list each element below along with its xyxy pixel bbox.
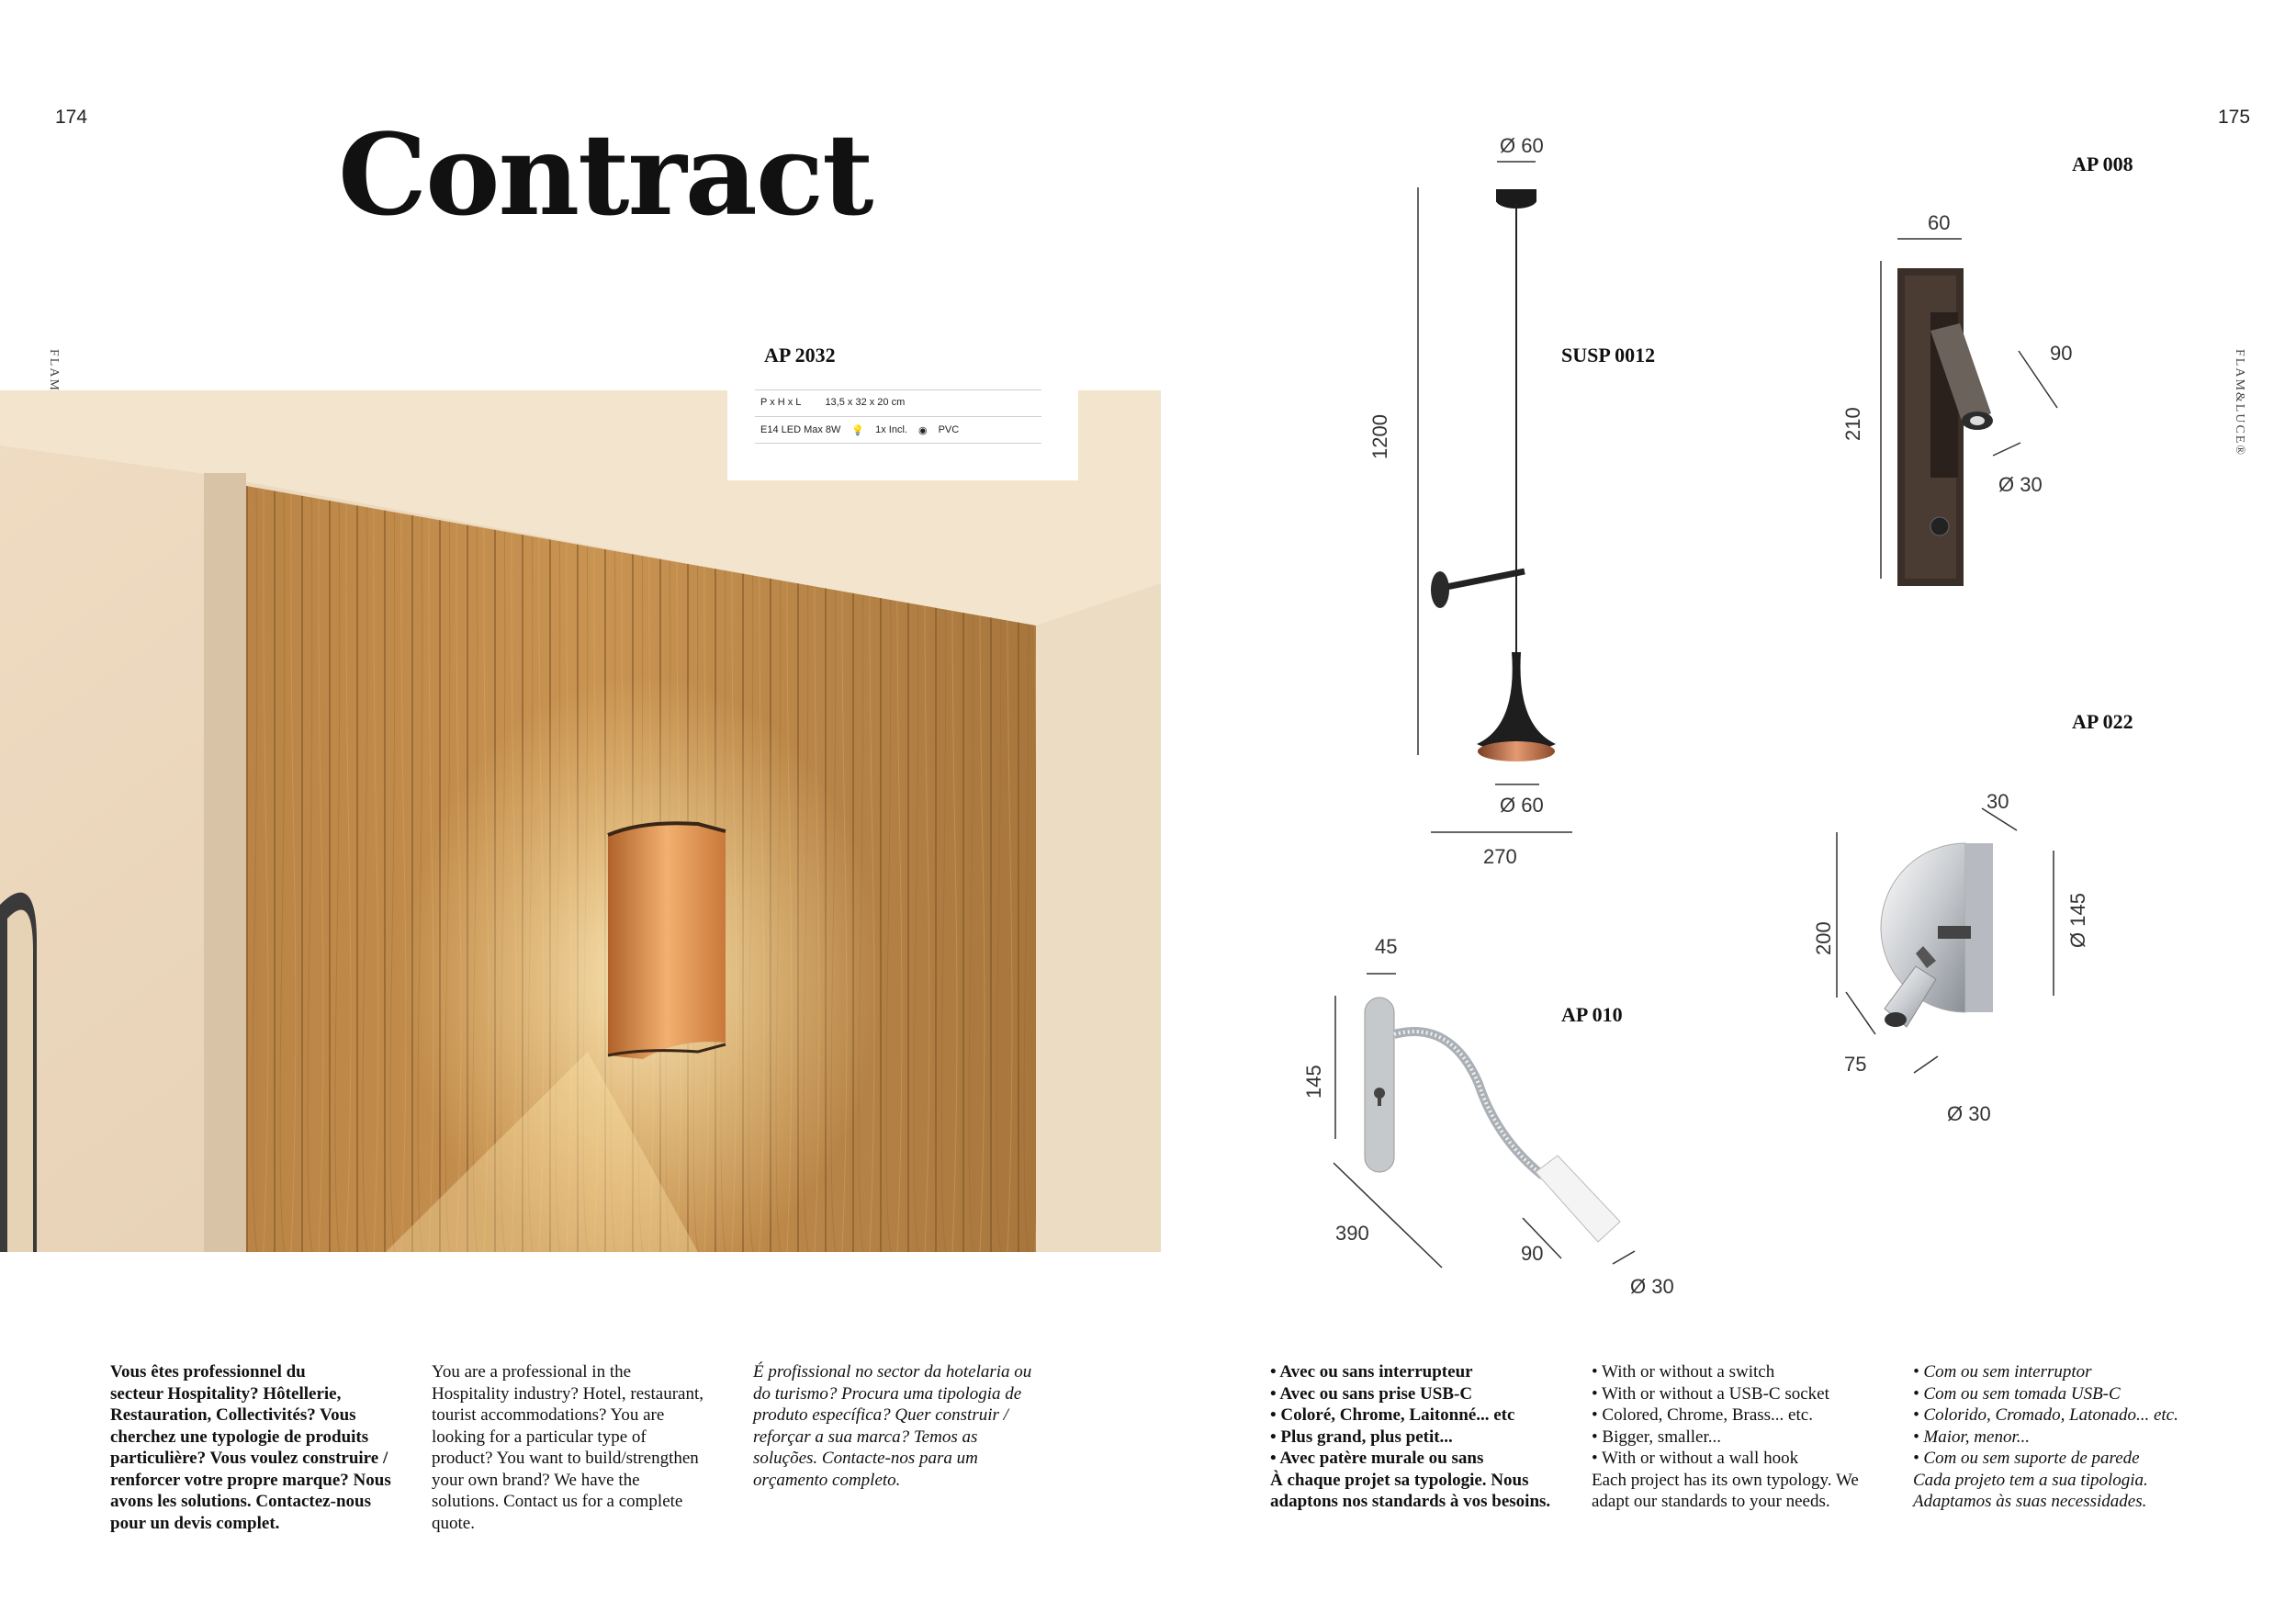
text-line: pour un devis complet.	[110, 1513, 280, 1533]
ap008-diameter: Ø 30	[1998, 473, 2043, 496]
ap022-diameter: Ø 145	[2066, 893, 2089, 948]
text-line: • Bigger, smaller...	[1592, 1427, 1721, 1447]
text-line: • Colorido, Cromado, Latonado... etc.	[1913, 1405, 2178, 1425]
spec-dim-value: 13,5 x 32 x 20 cm	[825, 397, 906, 408]
ap022-head-diameter: Ø 30	[1947, 1102, 1991, 1125]
ap022-height: 200	[1812, 921, 1835, 955]
text-line: Hospitality industry? Hotel, restaurant,	[432, 1383, 704, 1404]
text-line: • Com ou sem tomada USB-C	[1913, 1383, 2121, 1404]
text-line: À chaque projet sa typologie. Nous	[1270, 1470, 1529, 1490]
text-line: • Avec patère murale ou sans	[1270, 1449, 1484, 1468]
ap008-arm: 90	[2050, 342, 2073, 365]
text-line: Adaptamos às suas necessidades.	[1913, 1492, 2147, 1511]
product-code-susp0012: SUSP 0012	[1561, 344, 1656, 367]
susp-top-diameter: Ø 60	[1500, 134, 1544, 157]
material-icon: ◉	[917, 424, 928, 436]
susp-width: 270	[1483, 845, 1517, 868]
text-line: particulière? Vous voulez construire /	[110, 1449, 388, 1468]
text-line: • Avec ou sans prise USB-C	[1270, 1383, 1473, 1404]
text-line: • Avec ou sans interrupteur	[1270, 1362, 1473, 1382]
ap008-drawing	[1864, 230, 2085, 597]
spec-lamp-incl: 1x Incl.	[875, 424, 907, 435]
ap008-height: 210	[1841, 407, 1864, 441]
text-pt	[753, 1361, 1031, 1491]
text-line: soluções. Contacte-nos para um	[753, 1449, 978, 1468]
spec-dim-label: P x H x L	[760, 397, 802, 408]
text-line: • With or without a switch	[1592, 1362, 1775, 1382]
brand-mark-right: FLAM&LUCE®	[2233, 349, 2246, 457]
text-line: tourist accommodations? You are	[432, 1405, 665, 1425]
text-line: looking for a particular type of	[432, 1427, 647, 1447]
ap010-diameter: Ø 30	[1630, 1275, 1674, 1298]
text-line: • Com ou sem suporte de parede	[1913, 1449, 2140, 1468]
product-code-ap008: AP 008	[2072, 152, 2133, 175]
text-line: produto específica? Quer construir /	[753, 1405, 1008, 1425]
ap010-reach: 390	[1335, 1222, 1369, 1245]
page-number-right: 175	[2218, 107, 2251, 128]
ap022-depth: 30	[1986, 790, 2009, 813]
spec-lamp: E14 LED Max 8W	[760, 424, 841, 435]
text-fr	[110, 1361, 391, 1534]
spec-material: PVC	[938, 424, 960, 435]
text-line: Vous êtes professionnel du	[110, 1362, 306, 1382]
ap010-head: 90	[1521, 1242, 1544, 1265]
text-fr-list	[1270, 1361, 1550, 1513]
text-line: adaptons nos standards à vos besoins.	[1270, 1492, 1551, 1511]
text-line: adapt our standards to your needs.	[1592, 1492, 1830, 1511]
ap010-width: 45	[1375, 935, 1398, 958]
text-line: orçamento completo.	[753, 1470, 901, 1490]
susp-bottom-diameter: Ø 60	[1500, 794, 1544, 817]
text-line: renforcer votre propre marque? Nous	[110, 1470, 391, 1490]
ap008-width: 60	[1928, 211, 1951, 234]
product-code-ap022: AP 022	[2072, 710, 2133, 733]
text-line: • Colored, Chrome, Brass... etc.	[1592, 1405, 1813, 1425]
ap022-drawing	[1828, 799, 2066, 1111]
text-line: You are a professional in the	[432, 1362, 632, 1382]
ap022-arm: 75	[1844, 1053, 1867, 1076]
spec-card	[727, 331, 1078, 480]
text-line: your own brand? We have the	[432, 1470, 640, 1490]
susp-height: 1200	[1368, 414, 1391, 459]
bulb-icon: 💡	[851, 424, 865, 436]
text-line: product? You want to build/strengthen	[432, 1449, 699, 1468]
text-line: • With or without a USB-C socket	[1592, 1383, 1829, 1404]
text-line: avons les solutions. Contactez-nous	[110, 1492, 371, 1511]
text-en-list	[1592, 1361, 1859, 1513]
product-code-ap010: AP 010	[1561, 1003, 1623, 1026]
susp0012-drawing	[1405, 156, 1607, 873]
text-line: Restauration, Collectivités? Vous	[110, 1405, 356, 1425]
text-line: • Maior, menor...	[1913, 1427, 2030, 1447]
text-line: Cada projeto tem a sua tipologia.	[1913, 1470, 2148, 1490]
ap010-drawing	[1322, 955, 1653, 1286]
text-line: É profissional no sector da hotelaria ou	[753, 1362, 1032, 1382]
text-pt-list	[1913, 1361, 2178, 1513]
interior-photo	[0, 390, 1161, 1252]
spec-row-lamp	[755, 416, 1041, 444]
page-title: Contract	[338, 108, 872, 241]
text-line: solutions. Contact us for a complete	[432, 1492, 683, 1511]
text-line: do turismo? Procura uma tipologia de	[753, 1383, 1022, 1404]
spec-row-dimensions	[755, 389, 1041, 414]
text-line: reforçar a sua marca? Temos as	[753, 1427, 978, 1447]
text-line: • Coloré, Chrome, Laitonné... etc	[1270, 1405, 1515, 1425]
text-en	[432, 1361, 703, 1534]
text-line: secteur Hospitality? Hôtellerie,	[110, 1383, 342, 1404]
text-line: cherchez une typologie de produits	[110, 1427, 369, 1447]
text-line: • Com ou sem interruptor	[1913, 1362, 2092, 1382]
text-line: • Plus grand, plus petit...	[1270, 1427, 1453, 1447]
page-number-left: 174	[55, 107, 88, 128]
text-line: Each project has its own typology. We	[1592, 1470, 1859, 1490]
text-line: quote.	[432, 1513, 475, 1533]
ap010-height: 145	[1302, 1065, 1325, 1099]
text-line: • With or without a wall hook	[1592, 1449, 1799, 1468]
product-code-ap2032: AP 2032	[764, 344, 836, 367]
